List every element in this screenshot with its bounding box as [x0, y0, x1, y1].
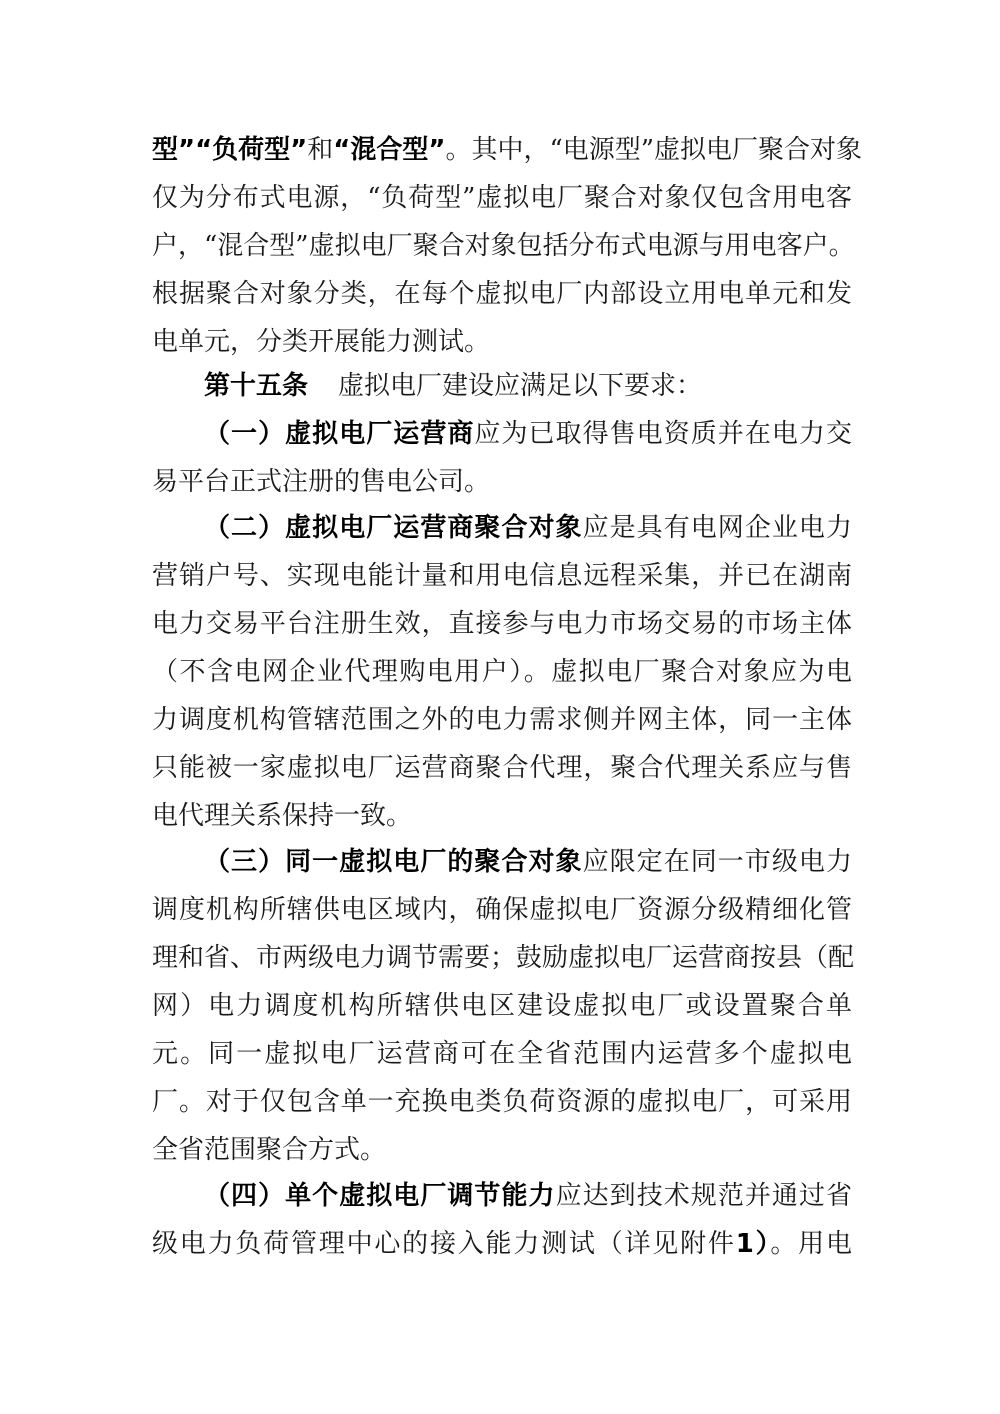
attachment-ref: 1） [735, 1229, 771, 1259]
bold-term-load-type: 型”“负荷型” [152, 135, 308, 165]
item-2-line-7: 电代理关系保持一致。 [152, 801, 413, 831]
item-1-bold: （一）虚拟电厂运营商 [204, 419, 475, 449]
intro-line-5: 电单元，分类开展能力测试。 [152, 327, 491, 357]
item-4-line-2: 级电力负荷管理中心的接入能力测试（详见附件1）。用电 [152, 1229, 852, 1259]
item-3-bold: （三）同一虚拟电厂的聚合对象 [204, 847, 583, 877]
item-3-line-2: 调度机构所辖供电区域内，确保虚拟电厂资源分级精细化管 [152, 895, 852, 925]
item-3-line-5: 元。同一虚拟电厂运营商可在全省范围内运营多个虚拟电 [152, 1039, 852, 1069]
item-4-bold: （四）单个虚拟电厂调节能力 [204, 1181, 556, 1211]
intro-line-2: 仅为分布式电源，“负荷型”虚拟电厂聚合对象仅包含用电客 [152, 183, 852, 213]
intro-line-3: 户，“混合型”虚拟电厂聚合对象包括分布式电源与用电客户。 [152, 231, 855, 261]
item-1-line-2: 易平台正式注册的售电公司。 [152, 467, 491, 497]
item-2-bold: （二）虚拟电厂运营商聚合对象 [204, 513, 583, 543]
item-3-line-4: 网）电力调度机构所辖供电区建设虚拟电厂或设置聚合单 [152, 991, 852, 1021]
item-2-line-3: 电力交易平台注册生效，直接参与电力市场交易的市场主体 [152, 609, 852, 639]
item-3-line-7: 全省范围聚合方式。 [152, 1135, 387, 1165]
item-1-line-1: （一）虚拟电厂运营商应为已取得售电资质并在电力交 [204, 419, 852, 449]
item-4-line-1: （四）单个虚拟电厂调节能力应达到技术规范并通过省 [204, 1181, 852, 1211]
item-3-line-6: 厂。对于仅包含单一充换电类负荷资源的虚拟电厂，可采用 [152, 1087, 852, 1117]
article-15-text: 虚拟电厂建设应满足以下要求： [338, 371, 703, 401]
intro-line-1: 型”“负荷型”和“混合型”。其中，“电源型”虚拟电厂聚合对象 [152, 135, 863, 165]
item-2-line-4: （不含电网企业代理购电用户）。虚拟电厂聚合对象应为电 [152, 657, 852, 687]
item-2-line-2: 营销户号、实现电能计量和用电信息远程采集，并已在湖南 [152, 561, 852, 591]
item-2-line-5: 力调度机构管辖范围之外的电力需求侧并网主体，同一主体 [152, 705, 852, 735]
item-2-line-6: 只能被一家虚拟电厂运营商聚合代理，聚合代理关系应与售 [152, 753, 852, 783]
item-3-line-1: （三）同一虚拟电厂的聚合对象应限定在同一市级电力 [204, 847, 852, 877]
intro-line-4: 根据聚合对象分类，在每个虚拟电厂内部设立用电单元和发 [152, 279, 852, 309]
item-3-line-3: 理和省、市两级电力调节需要；鼓励虚拟电厂运营商按县（配 [152, 943, 855, 973]
article-15-line [152, 362, 852, 410]
article-15-heading: 第十五条 [204, 371, 309, 401]
bold-term-hybrid-type: “混合型” [333, 135, 446, 165]
item-2-line-1: （二）虚拟电厂运营商聚合对象应是具有电网企业电力 [204, 513, 852, 543]
